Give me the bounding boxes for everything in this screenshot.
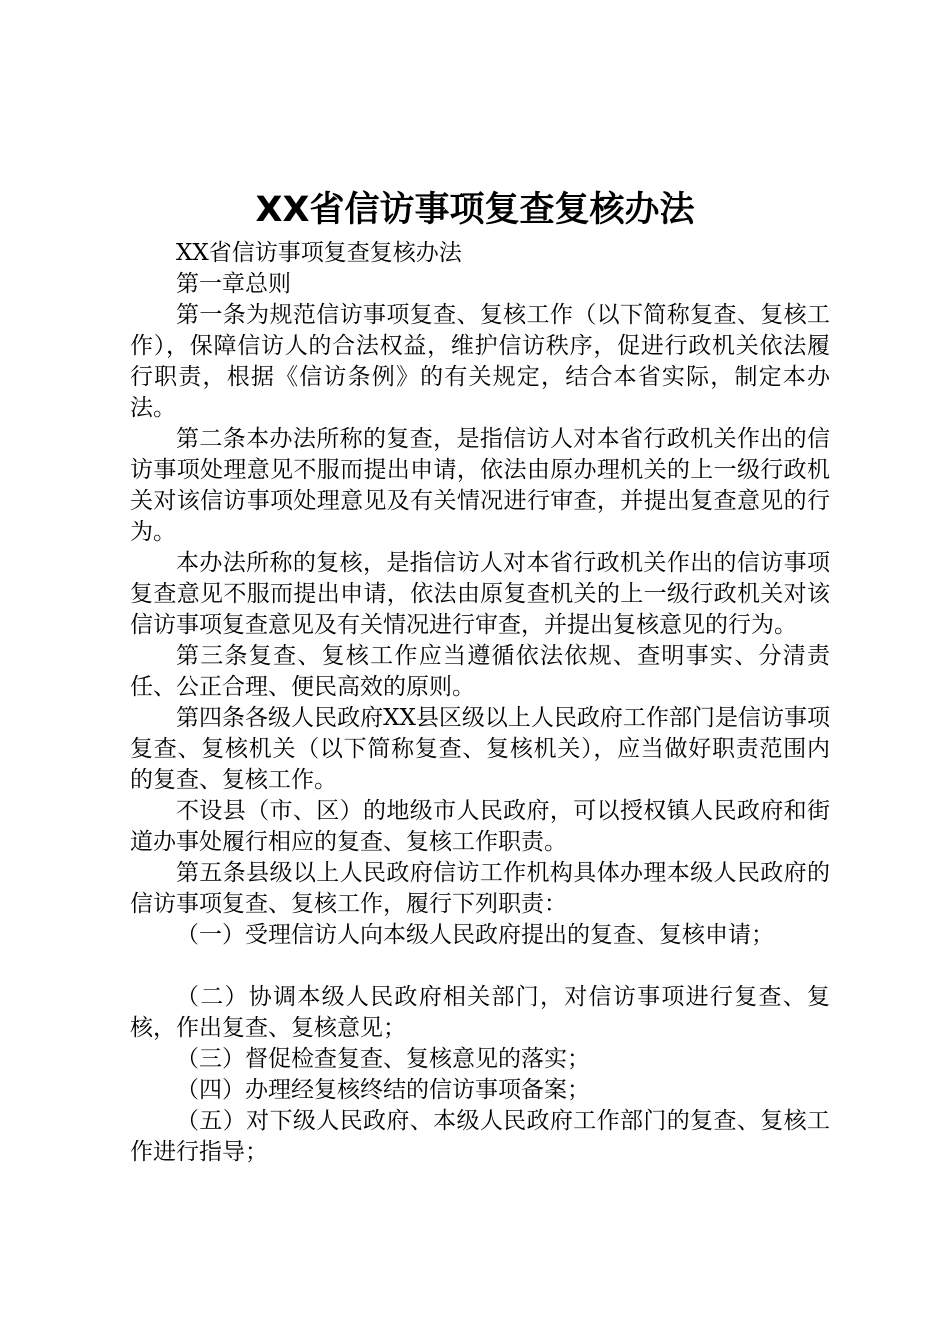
paragraph-article-2: 第二条本办法所称的复查，是指信访人对本省行政机关作出的信访事项处理意见不服而提出申请，依法由原办理机关的上一级行政机关对该信访事项处理意见及有关情况进行审查，并提出复查意见的行为。 [130,426,830,545]
list-item-duty-2: （二）协调本级人民政府相关部门，对信访事项进行复查、复核，作出复查、复核意见； [130,984,830,1041]
paragraph-article-4: 第四条各级人民政府XX县区级以上人民政府工作部门是信访事项复查、复核机关（以下简称复查、复核机关），应当做好职责范围内的复查、复核工作。 [130,705,830,793]
document-title: XX省信访事项复查复核办法 [255,190,695,230]
paragraph-article-5: 第五条县级以上人民政府信访工作机构具体办理本级人民政府的信访事项复查、复核工作，履行下列职责： [130,860,830,917]
document-body [130,238,830,1168]
paragraph-article-1: 第一条为规范信访事项复查、复核工作（以下简称复查、复核工作），保障信访人的合法权益，维护信访秩序，促进行政机关依法履行职责，根据《信访条例》的有关规定，结合本省实际，制定本办法。 [130,302,830,421]
paragraph-subtitle: XX省信访事项复查复核办法 [176,240,462,266]
paragraph-review-definition: 本办法所称的复核，是指信访人对本省行政机关作出的信访事项复查意见不服而提出申请，依法由原复查机关的上一级行政机关对该信访事项复查意见及有关情况进行审查，并提出复核意见的行为。 [130,550,830,638]
list-item-duty-5: （五）对下级人民政府、本级人民政府工作部门的复查、复核工作进行指导； [130,1108,830,1165]
list-item-duty-3: （三）督促检查复查、复核意见的落实； [176,1046,590,1072]
paragraph-chapter-heading: 第一章总则 [176,271,291,297]
paragraph-article-3: 第三条复查、复核工作应当遵循依法依规、查明事实、分清责任、公正合理、便民高效的原则。 [130,643,830,700]
list-item-duty-1: （一）受理信访人向本级人民政府提出的复查、复核申请； [176,922,774,948]
list-item-duty-4: （四）办理经复核终结的信访事项备案； [176,1077,590,1103]
paragraph-authorization: 不设县（市、区）的地级市人民政府，可以授权镇人民政府和街道办事处履行相应的复查、复核工作职责。 [130,798,830,855]
